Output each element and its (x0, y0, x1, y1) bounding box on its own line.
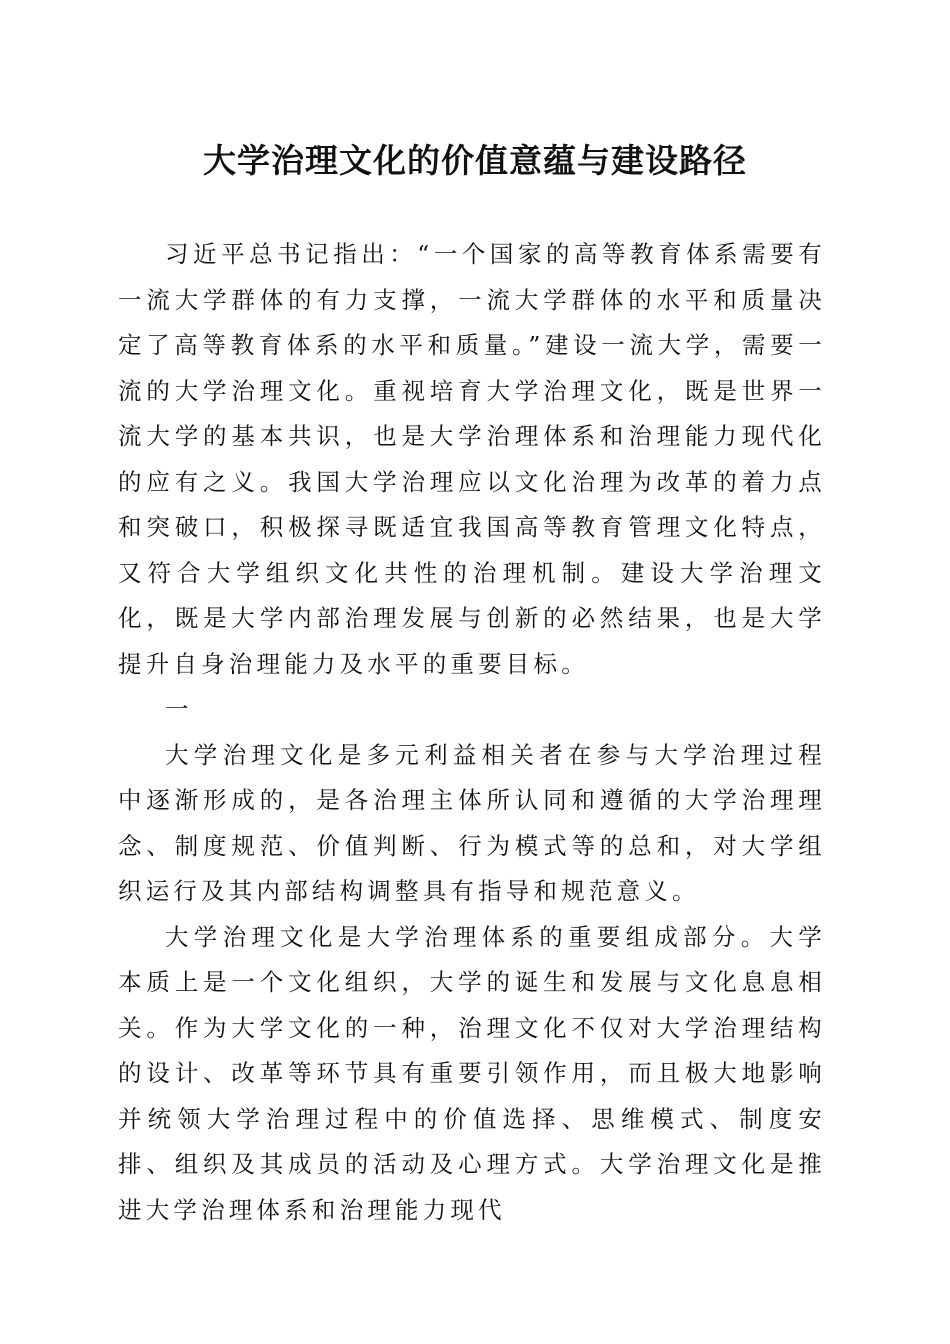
document-title: 大学治理文化的价值意蕴与建设路径 (203, 141, 747, 180)
paragraph-definition: 大学治理文化是多元利益相关者在参与大学治理过程中逐渐形成的，是各治理主体所认同和遵循的大学治理理念、制度规范、价值判断、行为模式等的总和，对大学组织运行及其内部结构调整具有指导和规范意义。 (118, 740, 826, 905)
paragraph-importance: 大学治理文化是大学治理体系的重要组成部分。大学本质上是一个文化组织，大学的诞生和发展与文化息息相关。作为大学文化的一种，治理文化不仅对大学治理结构的设计、改革等环节具有重要引领作用，而且极大地影响并统领大学治理过程中的价值选择、思维模式、制度安排、组织及其成员的活动及心理方式。大学治理文化是推进大学治理体系和治理能力现代 (118, 922, 826, 1224)
document-body (118, 232, 826, 1233)
section-number: 一 (165, 695, 189, 723)
paragraph-intro: 习近平总书记指出：“一个国家的高等教育体系需要有一流大学群体的有力支撑，一流大学群体的水平和质量决定了高等教育体系的水平和质量。”建设一流大学，需要一流的大学治理文化。重视培育大学治理文化，既是世界一流大学的基本共识，也是大学治理体系和治理能力现代化的应有之义。我国大学治理应以文化治理为改革的着力点和突破口，积极探寻既适宜我国高等教育管理文化特点，又符合大学组织文化共性的治理机制。建设大学治理文化，既是大学内部治理发展与创新的必然结果，也是大学提升自身治理能力及水平的重要目标。 (118, 240, 826, 678)
